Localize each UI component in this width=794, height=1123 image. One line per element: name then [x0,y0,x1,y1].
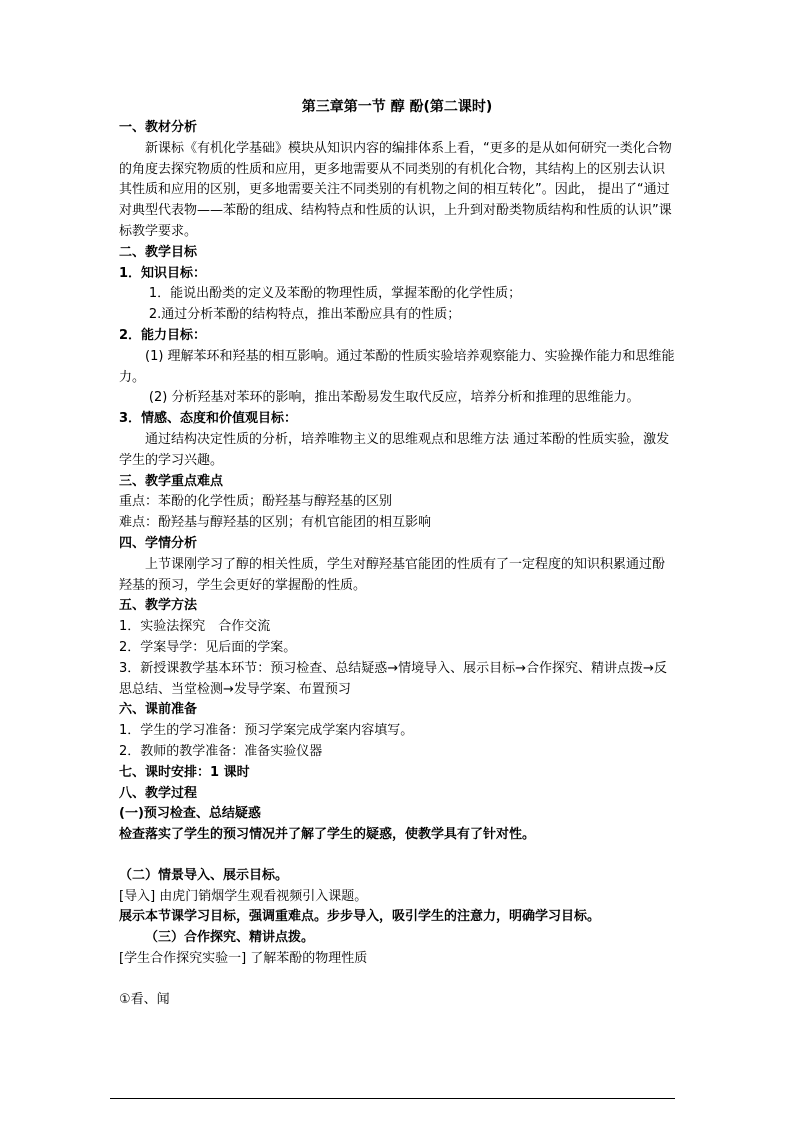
section-heading-key-points: 三、教学重点难点 [119,473,224,489]
process-subheading-intro: （二）情景导入、展示目标。 [119,867,289,883]
section-heading-student-analysis: 四、学情分析 [119,535,198,551]
knowledge-goal-item: 1．能说出酚类的定义及苯酚的物理性质，掌握苯酚的化学性质； [148,286,522,302]
section-heading-teaching-process: 八、教学过程 [119,785,198,801]
section-heading-preparation: 六、课前准备 [119,702,198,718]
section-heading-teaching-goals: 二、教学目标 [119,244,198,260]
key-point-text: 重点：苯酚的化学性质；酚羟基与醇羟基的区别 [119,494,393,510]
experiment-step-text: ①看、闻 [119,991,170,1007]
emotion-goals-heading: 3．情感、态度和价值观目标： [119,411,298,427]
ability-goal-item: (2) 分析羟基对苯环的影响，推出苯酚易发生取代反应，培养分析和推理的思维能力。 [148,390,640,406]
blank-line [119,970,675,990]
difficult-point-text: 难点：酚羟基与醇羟基的区别；有机官能团的相互影响 [119,515,432,531]
process-subheading-preview: (一)预习检查、总结疑惑 [119,806,261,822]
method-item: 1．实验法探究 合作交流 [119,619,271,635]
process-subheading-explore: （三）合作探究、精讲点拨。 [145,930,315,946]
footer-rule [110,1098,675,1099]
method-item: 2．学案导学：见后面的学案。 [119,639,297,655]
section-heading-schedule: 七、课时安排：1 课时 [119,764,250,780]
preparation-item: 1．学生的学习准备：预习学案完成学案内容填写。 [119,723,414,739]
section-heading-textbook-analysis: 一、教材分析 [119,120,198,135]
preparation-item: 2．教师的教学准备：准备实验仪器 [119,743,323,759]
student-analysis-paragraph: 上节课刚学习了醇的相关性质，学生对醇羟基官能团的性质有了一定程度的知识积累通过酚羟基的预习，学生会更好的掌握酚的性质。 [119,556,666,593]
ability-goals-heading: 2．能力目标： [119,327,207,343]
section-heading-teaching-methods: 五、教学方法 [119,598,198,614]
emotion-goal-paragraph: 通过结构决定性质的分析，培养唯物主义的思维观点和思维方法 通过苯酚的性质实验，激发学生的学习兴趣。 [119,431,670,468]
method-item: 3．新授课教学基本环节：预习检查、总结疑惑→情境导入、展示目标→合作探究、精讲点拨→反思总结、当堂检测→发导学案、布置预习 [119,660,667,697]
blank-line [119,846,675,866]
document-page [119,96,675,1011]
goal-display-text: 展示本节课学习目标，强调重难点。步步导入，吸引学生的注意力，明确学习目标。 [119,909,601,925]
knowledge-goal-item: 2.通过分析苯酚的结构特点，推出苯酚应具有的性质； [148,307,461,323]
preview-check-text: 检查落实了学生的预习情况并了解了学生的疑惑，使教学具有了针对性。 [119,827,536,843]
knowledge-goals-heading: 1．知识目标： [119,265,207,281]
textbook-analysis-paragraph: 新课标《有机化学基础》模块从知识内容的编排体系上看，“更多的是从如何研究一类化合物的角度去探究物质的性质和应用，更多地需要从不同类别的有机化合物，其结构上的区别去认识其性质和应用的区别，更多地需要关注不同类别的有机物之间的相互转化”。因此， 提出了“通过对典型代表物——苯酚的组成、结构特点和性质的认识，上升到对酚类物质结构和性质的认识”课标教学要求。 [119,140,672,239]
document-title: 第三章第一节 醇 酚(第二课时) [301,99,493,115]
intro-text: [导入] 由虎门销烟学生观看视频引入课题。 [119,888,368,904]
ability-goal-item: (1) 理解苯环和羟基的相互影响。通过苯酚的性质实验培养观察能力、实验操作能力和思维能力。 [119,348,675,385]
experiment-one-text: [学生合作探究实验一] 了解苯酚的物理性质 [119,951,368,967]
